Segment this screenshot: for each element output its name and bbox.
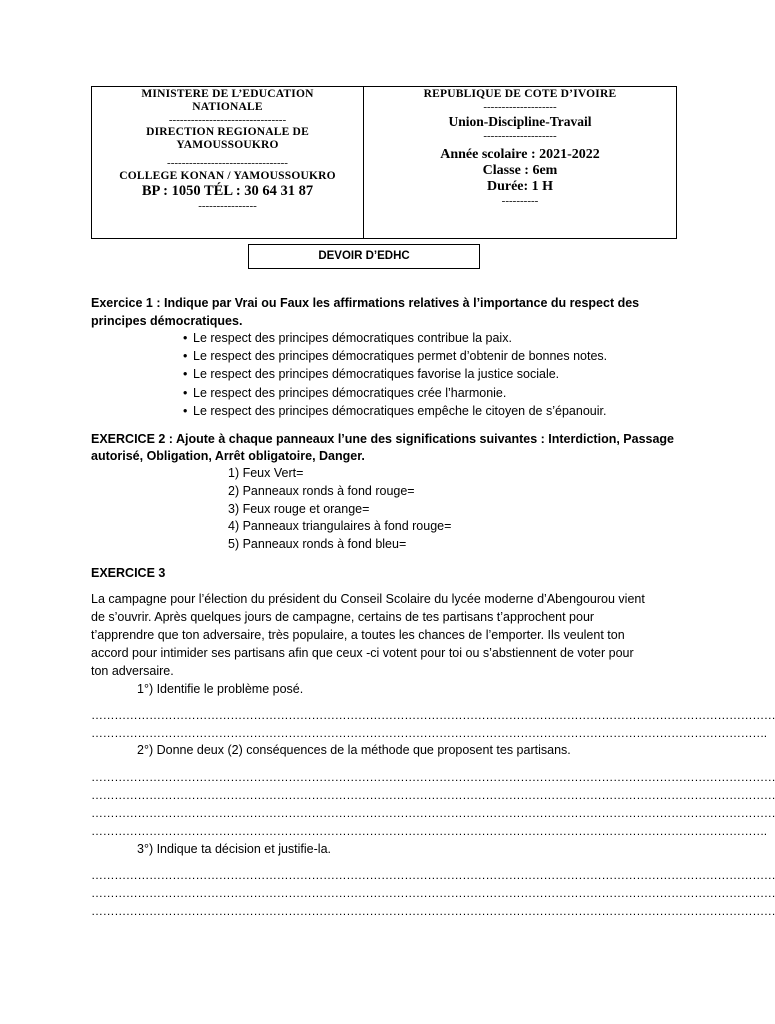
paragraph-line: t’apprendre que ton adversaire, très populaire, a toutes les chances de l’emporter. Ils veulent ton [91,628,625,642]
list-item: 4) Panneaux triangulaires à fond rouge= [228,519,452,534]
list-item: • Le respect des principes démocratiques favorise la justice sociale. [183,365,607,383]
exercise3-heading: EXERCICE 3 [91,566,166,580]
exercise2-instruction-line2: autorisé, Obligation, Arrêt obligatoire, Danger. [91,449,365,463]
list-item: 2) Panneaux ronds à fond rouge= [228,483,415,498]
exercise1-instruction-line2: principes démocratiques. [91,314,243,328]
college-contact: BP : 1050 TÉL : 30 64 31 87 [141,183,314,199]
left-separator-3: ---------------- [198,200,257,212]
ministry-line2: NATIONALE [192,101,263,113]
answer-line: …………………………………………………………………………………………………………………………………………………………… [91,904,775,918]
document-title: DEVOIR D’EDHC [248,244,480,269]
paragraph-line: ton adversaire. [91,664,174,678]
answer-line: …………………………………………………………………………………………………………………………………………………………… [91,770,775,784]
list-item: 1) Feux Vert= [228,466,304,480]
list-item: • Le respect des principes démocratiques permet d’obtenir de bonnes notes. [183,347,607,365]
right-separator-1: -------------------- [483,101,557,113]
college-name: COLLEGE KONAN / YAMOUSSOUKRO [119,170,336,182]
right-separator-2: -------------------- [483,130,557,142]
header-table [91,86,677,239]
answer-line: …………………………………………………………………………………………………………………………………………………………… [91,708,775,722]
question-3: 3°) Indique ta décision et justifie-la. [137,842,331,856]
class-level: Classe : 6em [482,163,558,178]
list-item: • Le respect des principes démocratiques contribue la paix. [183,329,607,347]
exam-duration: Durée: 1 H [486,179,554,194]
bullet: • [183,331,188,345]
answer-line: …………………………………………………………………………………………………………………………………………………………… [91,886,775,900]
exercise2-instruction-line1: EXERCICE 2 : Ajoute à chaque panneaux l’une des significations suivantes : Interdiction, Passage [91,432,675,446]
left-separator-1: -------------------------------- [168,114,287,126]
direction-line2: YAMOUSSOUKRO [176,139,279,151]
left-separator-2: --------------------------------- [167,157,288,169]
right-separator-3: ---------- [501,195,539,207]
direction-line1: DIRECTION REGIONALE DE [146,126,309,138]
exercise3-paragraph [91,590,681,680]
exercise1-instruction-line1: Exercice 1 : Indique par Vrai ou Faux les affirmations relatives à l’importance du respect des [91,296,640,310]
exercise1-statement-list [183,329,607,420]
exercise2-sign-list [228,465,451,554]
republic-name: REPUBLIQUE DE COTE D’IVOIRE [423,88,617,100]
paragraph-line: accord pour intimider ses partisans afin que ceux -ci votent pour toi ou s’abstiennent de voter pour [91,646,634,660]
list-item: • Le respect des principes démocratiques crée l’harmonie. [183,384,607,402]
paragraph-line: de s’ouvrir. Après quelques jours de campagne, certains de tes partisans t’approchent pour [91,610,595,624]
ministry-line1: MINISTERE DE L’EDUCATION [141,88,314,100]
bullet: • [183,367,188,382]
question-1: 1°) Identifie le problème posé. [137,682,304,696]
bullet: • [183,403,188,418]
answer-line: …………………………………………………………………………………………………………………………………………………………. [91,824,767,838]
national-motto: Union-Discipline-Travail [448,114,592,129]
list-item: 3) Feux rouge et orange= [228,501,370,516]
answer-line: …………………………………………………………………………………………………………………………………………………………. [91,726,767,740]
paragraph-line: La campagne pour l’élection du président du Conseil Scolaire du lycée moderne d’Abengourou vient [91,592,645,606]
school-year: Année scolaire : 2021-2022 [440,147,600,162]
answer-line: …………………………………………………………………………………………………………………………………………………………… [91,806,775,820]
answer-line: …………………………………………………………………………………………………………………………………………………………… [91,868,775,882]
list-item: • Le respect des principes démocratiques empêche le citoyen de s’épanouir. [183,402,607,420]
header-right-cell [364,87,676,238]
bullet: • [183,385,188,400]
answer-line: …………………………………………………………………………………………………………………………………………………………… [91,788,775,802]
bullet: • [183,349,188,364]
header-left-cell [92,87,364,238]
question-2: 2°) Donne deux (2) conséquences de la méthode que proposent tes partisans. [137,743,571,757]
list-item: 5) Panneaux ronds à fond bleu= [228,537,407,552]
